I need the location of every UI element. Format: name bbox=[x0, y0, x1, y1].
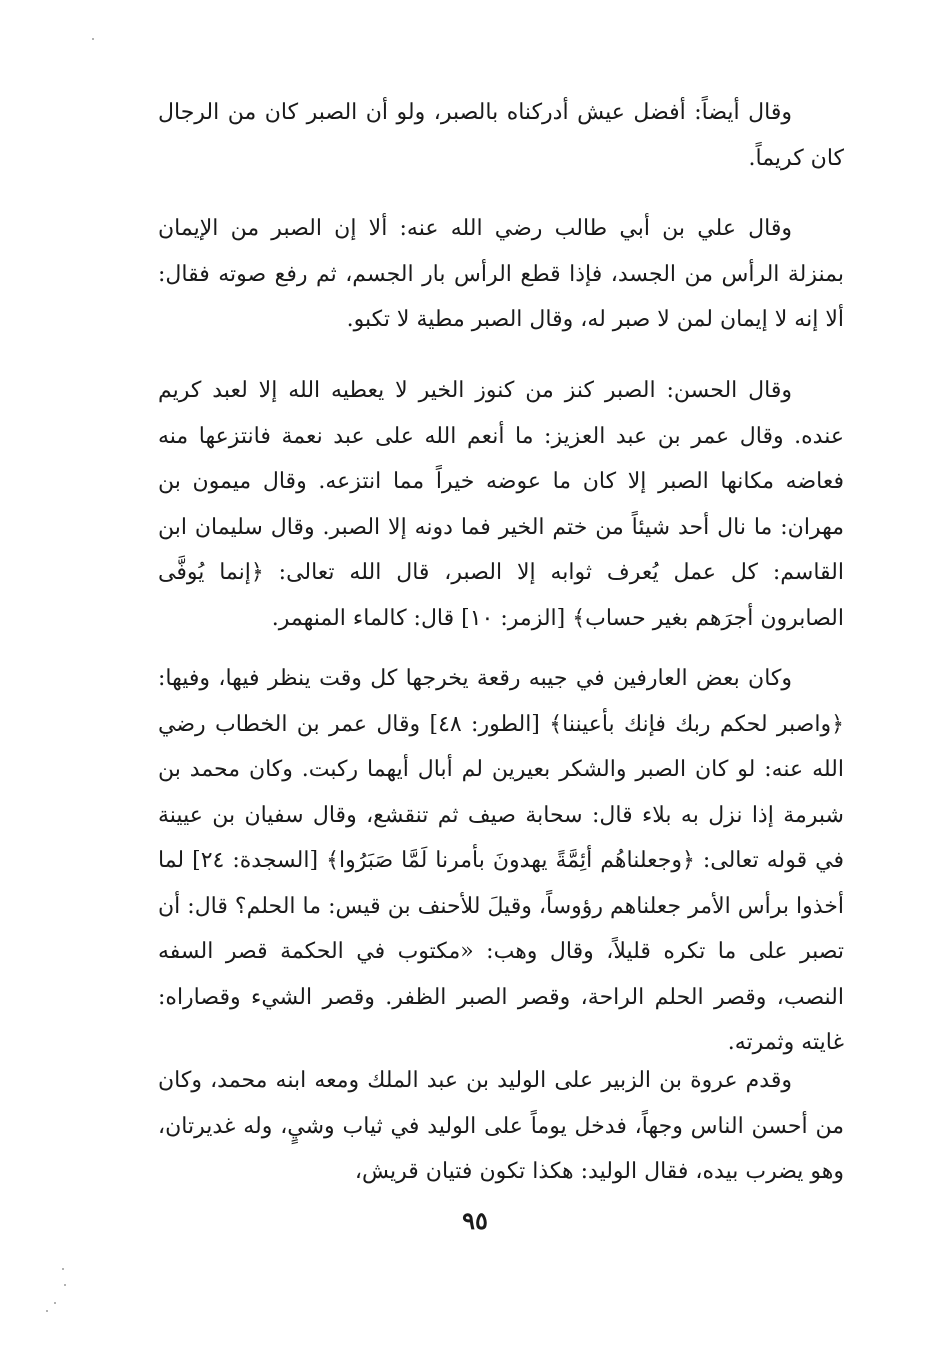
scan-speck bbox=[62, 1268, 64, 1270]
paragraph: وقال علي بن أبي طالب رضي الله عنه: ألا إن الصبر من الإيمان بمنزلة الرأس من الجسد، فإذا قطع الرأس بار الجسم، ثم رفع صوته فقال: ألا إنه لا إيمان لمن لا صبر له، وقال الصبر مطية لا تكبو. bbox=[158, 216, 844, 332]
paragraph: وقال أيضاً: أفضل عيش أدركناه بالصبر، ولو أن الصبر كان من الرجال كان كريماً. bbox=[158, 100, 844, 171]
paragraph: وكان بعض العارفين في جيبه رقعة يخرجها كل وقت ينظر فيها، وفيها: ﴿واصبر لحكم ربك فإنك بأعيننا﴾ [الطور: ٤٨] وقال عمر بن الخطاب رضي الله عنه: لو كان الصبر والشكر بعيرين لم أبال أيهما ركبت. وكان محمد بن شبرمة إذا نزل به بلاء قال: سحابة صيف ثم تنقشع، وقال سفيان بن عيينة في قوله تعالى: ﴿وجعلناهُم أئِمَّةً يهدونَ بأمرنا لَمَّا صَبَرُوا﴾ [السجدة: ٢٤] لما أخذوا برأس الأمر جعلناهم رؤوساً، وقيلَ للأحنف بن قيس: ما الحلم؟ قال: أن تصبر على ما تكره قليلاً، وقال وهب: «مكتوب في الحكمة قصر السفه النصب، وقصر الحلم الراحة، وقصر الصبر الظفر. وقصر الشيء وقصاراه: غايته وثمرته. bbox=[158, 666, 844, 1055]
paragraph-2-block bbox=[158, 206, 844, 343]
scan-speck bbox=[46, 1310, 48, 1312]
scan-speck bbox=[92, 38, 94, 40]
paragraph-1-block bbox=[158, 90, 844, 181]
page-number: ٩٥ bbox=[462, 1206, 488, 1235]
paragraph-4-block bbox=[158, 656, 844, 1066]
paragraph: وقدم عروة بن الزبير على الوليد بن عبد الملك ومعه ابنه محمد، وكان من أحسن الناس وجهاً، فدخل يوماً على الوليد في ثياب وشيٍ، وله غديرتان، وهو يضرب بيده، فقال الوليد: هكذا تكون فتيان قريش، bbox=[158, 1068, 844, 1184]
paragraph-3-block bbox=[158, 368, 844, 641]
paragraph-5-block bbox=[158, 1058, 844, 1195]
paragraph: وقال الحسن: الصبر كنز من كنوز الخير لا يعطيه الله إلا لعبد كريم عنده. وقال عمر بن عبد العزيز: ما أنعم الله على عبد نعمة فانتزعها منه فعاضه مكانها الصبر إلا كان ما عوضه خيراً مما انتزعه. وقال ميمون بن مهران: ما نال أحد شيئاً من ختم الخير فما دونه إلا الصبر. وقال سليمان ابن القاسم: كل عمل يُعرف ثوابه إلا الصبر، قال الله تعالى: ﴿إنما يُوفَّى الصابرون أجرَهم بغير حساب﴾ [الزمر: ١٠] قال: كالماء المنهمر. bbox=[158, 378, 844, 631]
scan-speck bbox=[54, 1302, 56, 1304]
scan-speck bbox=[64, 1284, 66, 1286]
